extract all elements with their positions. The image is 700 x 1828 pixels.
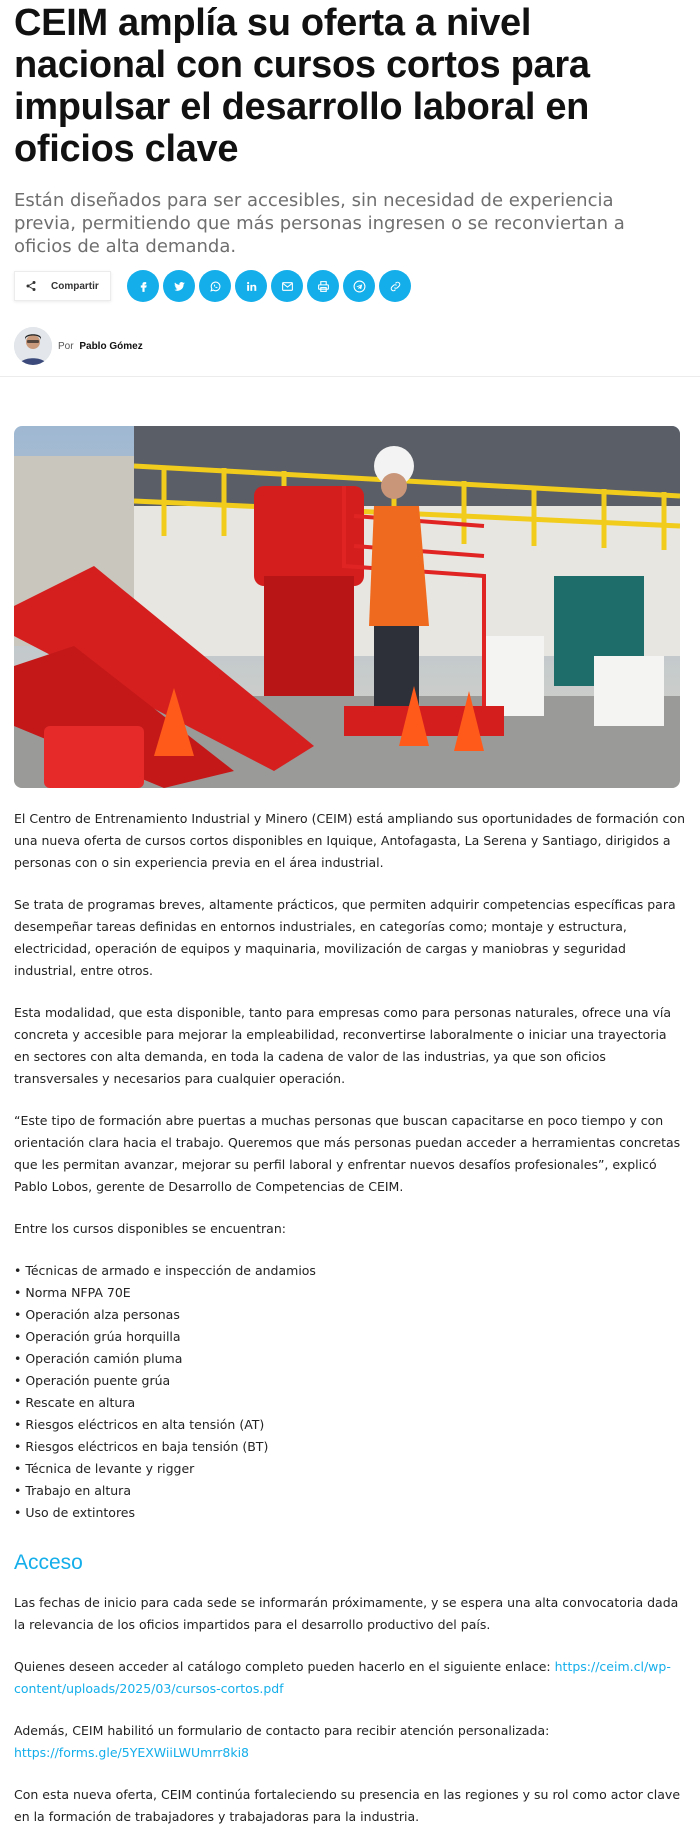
list-item: • Operación alza personas [14, 1307, 180, 1322]
linkedin-share-button[interactable] [235, 270, 267, 302]
list-item: • Operación camión pluma [14, 1351, 183, 1366]
list-item: • Técnicas de armado e inspección de andamios [14, 1263, 316, 1278]
header-divider [0, 376, 700, 377]
paragraph-text: Además, CEIM habilitó un formulario de contacto para recibir atención personalizada: [14, 1723, 550, 1738]
catalog-link[interactable]: https://ceim.cl/wp-content/uploads/2025/03/cursos-cortos.pdf [14, 1659, 671, 1696]
share-label: Compartir [51, 280, 99, 292]
share-bar [14, 268, 680, 304]
paragraph-with-link [14, 1656, 686, 1700]
list-item: • Riesgos eléctricos en baja tensión (BT) [14, 1439, 269, 1454]
email-share-button[interactable] [271, 270, 303, 302]
paragraph: Entre los cursos disponibles se encuentran: [14, 1221, 286, 1236]
author-byline [14, 326, 680, 366]
list-item: • Rescate en altura [14, 1395, 136, 1410]
social-buttons [127, 270, 415, 302]
list-item: • Norma NFPA 70E [14, 1285, 131, 1300]
quote-paragraph: “Este tipo de formación abre puertas a muchas personas que buscan capacitarse en poco tiempo y con orientación clara hacia el trabajo. Queremos que más personas puedan acceder a herramientas concretas que les permitan avanzar, mejorar su perfil laboral y enfrentar nuevos desafíos profesionales”, explicó Pablo Lobos, gerente de Desarrollo de Competencias de CEIM. [14, 1113, 681, 1194]
copy-link-button[interactable] [379, 270, 411, 302]
linkedin-icon [245, 280, 258, 293]
paragraph: Se trata de programas breves, altamente prácticos, que permiten adquirir competencias específicas para desempeñar tareas definidas en entornos industriales, en categorías como; montaje y estructura, electricidad, operación de equipos y maquinaria, movilización de cargas y maniobras y seguridad industrial, entre otros. [14, 897, 676, 978]
twitter-icon [173, 280, 186, 293]
link-icon [389, 280, 402, 293]
twitter-share-button[interactable] [163, 270, 195, 302]
telegram-icon [353, 280, 366, 293]
article-subtitle: Están diseñados para ser accesibles, sin necesidad de experiencia previa, permitiendo que más personas ingresen o se reconviertan a oficios de alta demanda. [14, 190, 625, 257]
list-item: • Uso de extintores [14, 1505, 136, 1520]
list-item: • Riesgos eléctricos en alta tensión (AT) [14, 1417, 265, 1432]
paragraph-with-link [14, 1720, 686, 1764]
paragraph: El Centro de Entrenamiento Industrial y Minero (CEIM) está ampliando sus oportunidades de formación con una nueva oferta de cursos cortos disponibles en Iquique, Antofagasta, La Serena y Santiago, dirigidos a personas con o sin experiencia previa en el área industrial. [14, 811, 686, 870]
paragraph: Esta modalidad, que esta disponible, tanto para empresas como para personas naturales, ofrece una vía concreta y accesible para mejorar la empleabilidad, reconvertirse laboralmente o iniciar una trayectoria en sectores con alta demanda, en toda la cadena de valor de las industrias, ya que son oficios transversales y necesarios para cualquier operación. [14, 1005, 672, 1086]
print-share-button[interactable] [307, 270, 339, 302]
article-title: CEIM amplía su oferta a nivel nacional con cursos cortos para impulsar el desarrollo laboral en oficios clave [14, 2, 590, 170]
share-icon [25, 280, 37, 292]
paragraph: Las fechas de inicio para cada sede se informarán próximamente, y se espera una alta convocatoria dada la relevancia de los oficios impartidos para el desarrollo productivo del país. [14, 1595, 679, 1632]
courses-list [14, 1260, 686, 1524]
facebook-share-button[interactable] [127, 270, 159, 302]
share-button[interactable] [14, 271, 111, 301]
list-item: • Trabajo en altura [14, 1483, 131, 1498]
facebook-icon [137, 280, 150, 293]
list-item: • Operación grúa horquilla [14, 1329, 181, 1344]
whatsapp-share-button[interactable] [199, 270, 231, 302]
list-item: • Operación puente grúa [14, 1373, 171, 1388]
author-name[interactable]: Pablo Gómez [79, 340, 143, 352]
author-line [58, 341, 143, 352]
print-icon [317, 280, 330, 293]
author-avatar[interactable] [14, 327, 52, 365]
telegram-share-button[interactable] [343, 270, 375, 302]
section-heading: Acceso [14, 1551, 83, 1574]
paragraph: Con esta nueva oferta, CEIM continúa fortaleciendo su presencia en las regiones y su rol como actor clave en la formación de trabajadores y trabajadoras para la industria. [14, 1787, 681, 1824]
email-icon [281, 280, 294, 293]
hero-image [14, 426, 680, 788]
article-body [14, 808, 686, 1828]
paragraph-text: Quienes deseen acceder al catálogo completo pueden hacerlo en el siguiente enlace: [14, 1659, 555, 1674]
author-prefix: Por [58, 340, 74, 352]
list-item: • Técnica de levante y rigger [14, 1461, 195, 1476]
whatsapp-icon [209, 280, 222, 293]
contact-form-link[interactable]: https://forms.gle/5YEXWiiLWUmrr8ki8 [14, 1745, 250, 1760]
